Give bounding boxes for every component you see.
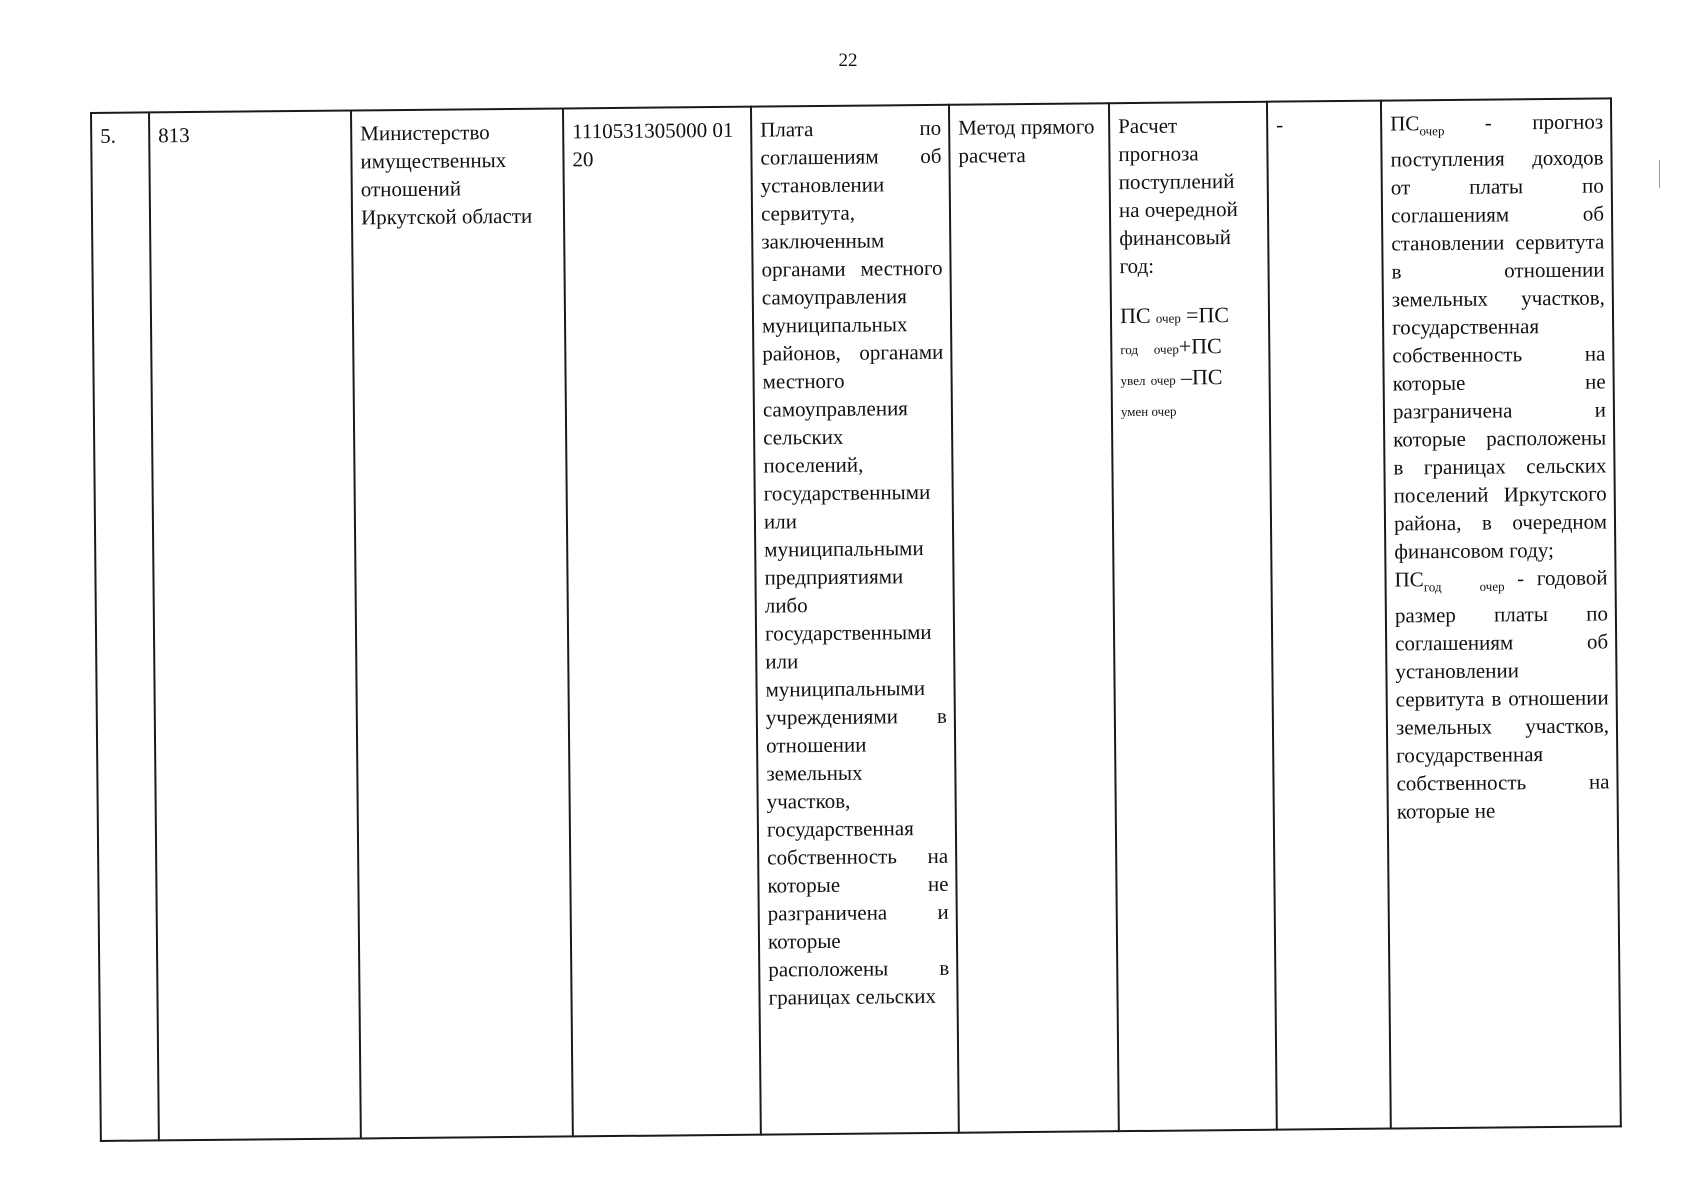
cell-administrator: Министерство имущественных отношений Иркутской области xyxy=(351,108,573,1138)
cell-admin-code: 813 xyxy=(149,110,361,1140)
calc-formula: ПС очер =ПС год очер+ПС увел очер –ПС умен очер xyxy=(1119,302,1230,420)
revenue-table xyxy=(90,97,1622,1142)
cell-description: $ПС_{очер}$ - прогноз поступления доходов от платы по соглашениям об становлении сервитута в отношении земельных участков, государственная собственность на которые не разграничена и которые расположены в границах сельских поселений Иркутского района, в очередном финансовом году; $ПС_{год}$ $_{очер}$ - годовой размер платы по соглашениям об установлении сервитута в отношении земельных участков, государственная собственность на которые не xyxy=(1381,98,1621,1128)
margin-mark xyxy=(1659,160,1660,188)
cell-method: Метод прямого расчета xyxy=(949,103,1119,1132)
page-number: 22 xyxy=(838,50,858,71)
cell-calculation xyxy=(1109,102,1277,1131)
cell-dash: - xyxy=(1267,101,1391,1130)
table-row xyxy=(91,98,1621,1141)
cell-kbk: 1110531305000 0120 xyxy=(563,107,761,1137)
cell-income-name: Плата по соглашениям об установлении сервитута, заключенным органами местного самоуправления муниципальных районов, органами местного самоуправления сельских поселений, государственными или муниципальными предприятиями либо государственными или муниципальными учреждениями в отношении земельных участков, государственная собственность на которые не разграничена и которые расположены в границах сельских xyxy=(751,105,959,1135)
cell-row-number: 5. xyxy=(91,112,159,1141)
calc-intro: Расчет прогноза поступлений на очередной финансовый год: xyxy=(1118,113,1238,279)
